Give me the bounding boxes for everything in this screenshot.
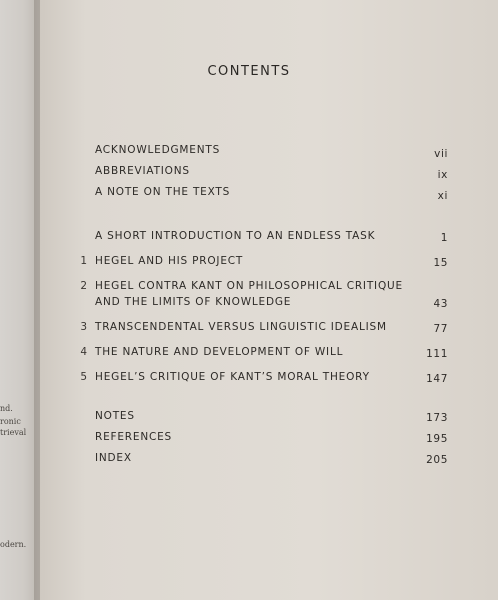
facing-page-text: odern.: [0, 540, 27, 549]
toc-page-number: xi: [437, 190, 448, 202]
toc-entry-chapter-5: HEGEL’S CRITIQUE OF KANT’S MORAL THEORY: [95, 371, 370, 383]
chapter-number: 3: [80, 321, 87, 333]
toc-page-number: 43: [433, 298, 448, 310]
toc-page-number: 195: [426, 433, 448, 445]
facing-page-text: nd.: [0, 404, 13, 413]
toc-entry-chapter-1: HEGEL AND HIS PROJECT: [95, 255, 244, 267]
toc-entry-abbreviations: ABBREVIATIONS: [95, 165, 190, 177]
toc-page-number: vii: [434, 148, 448, 160]
toc-entry-chapter-3: TRANSCENDENTAL VERSUS LINGUISTIC IDEALISM: [95, 321, 387, 333]
toc-entry-chapter-2-continued: AND THE LIMITS OF KNOWLEDGE: [95, 296, 292, 308]
toc-page-number: ix: [437, 169, 448, 181]
chapter-number: 5: [80, 371, 87, 383]
toc-entry-chapter-2: HEGEL CONTRA KANT ON PHILOSOPHICAL CRITIQUE: [95, 280, 403, 292]
toc-page-number: 15: [433, 257, 448, 269]
toc-page-number: 1: [440, 232, 448, 244]
toc-page-number: 147: [426, 373, 448, 385]
toc-entry-references: REFERENCES: [95, 431, 173, 443]
toc-entry-index: INDEX: [95, 452, 132, 464]
chapter-number: 1: [80, 255, 87, 267]
chapter-number: 4: [80, 346, 87, 358]
toc-page-number: 77: [433, 323, 448, 335]
toc-entry-notes: NOTES: [95, 410, 135, 422]
toc-entry-acknowledgments: ACKNOWLEDGMENTS: [95, 144, 221, 156]
toc-entry-chapter-4: THE NATURE AND DEVELOPMENT OF WILL: [95, 346, 344, 358]
facing-page-text: trieval: [0, 428, 27, 437]
toc-page-number: 205: [426, 454, 448, 466]
contents-title: CONTENTS: [207, 64, 291, 79]
toc-page-number: 173: [426, 412, 448, 424]
facing-page-text: ronic: [0, 417, 21, 426]
chapter-number: 2: [80, 280, 87, 292]
toc-entry-note-on-texts: A NOTE ON THE TEXTS: [95, 186, 231, 198]
toc-entry-introduction: A SHORT INTRODUCTION TO AN ENDLESS TASK: [95, 230, 376, 242]
toc-page-number: 111: [426, 348, 448, 360]
